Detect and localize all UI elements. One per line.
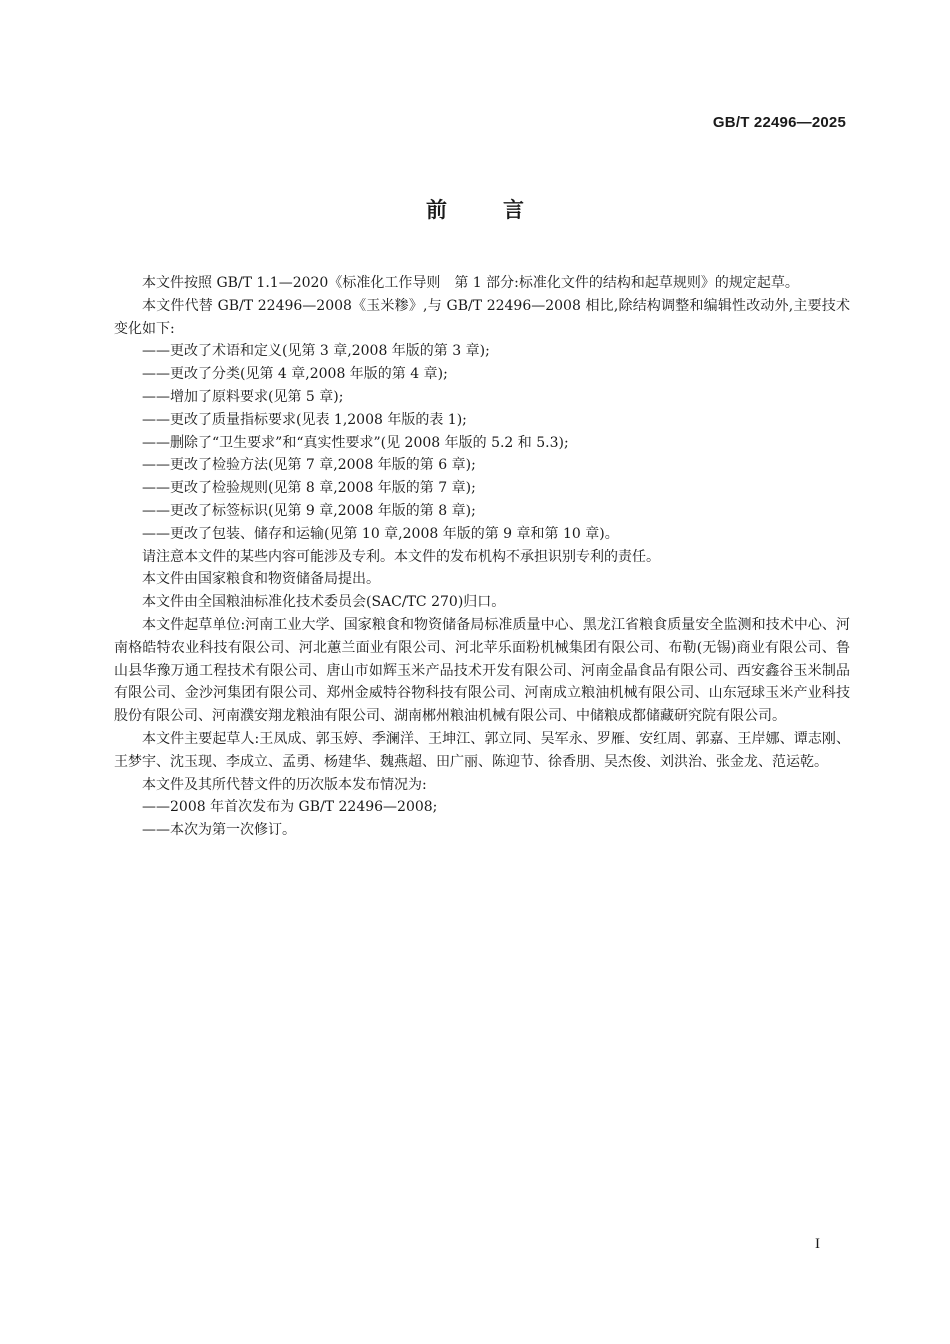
paragraph-proposed-by: 本文件由国家粮食和物资储备局提出。 <box>142 571 380 588</box>
paragraph-release-history: 本文件及其所代替文件的历次版本发布情况为: <box>142 776 427 793</box>
paragraph-drafting-organizations: 本文件起草单位:河南工业大学、国家粮食和物资储备局标准质量中心、黑龙江省粮食质量安全监测和技术中心、河南格皓特农业科技有限公司、河北蕙兰面业有限公司、河北苹乐面粉机械集团有限公司、布勒(无锡)商业有限公司、鲁山县华豫万通工程技术有限公司、唐山市如辉玉米产品技术开发有限公司、河南金晶食品有限公司、西安鑫谷玉米制品有限公司、金沙河集团有限公司、郑州金威特谷物科技有限公司、河南成立粮油机械有限公司、山东冠球玉米产业科技股份有限公司、河南濮安翔龙粮油有限公司、湖南郴州粮油机械有限公司、中储粮成都储藏研究院有限公司。 <box>114 616 850 725</box>
paragraph-main-drafters: 本文件主要起草人:王凤成、郭玉婷、季澜洋、王坤江、郭立同、吴军永、罗雁、安红周、郭嘉、王岸娜、谭志刚、王梦宇、沈玉现、李成立、孟勇、杨建华、魏燕超、田广丽、陈迎节、徐香朋、吴杰俊、刘洪治、张金龙、范运乾。 <box>114 730 850 770</box>
foreword-body <box>114 272 850 842</box>
history-item-first-revision: ——本次为第一次修订。 <box>142 822 296 839</box>
change-item-terms: ——更改了术语和定义(见第 3 章,2008 年版的第 3 章); <box>142 343 490 360</box>
page-number: I <box>815 1236 820 1252</box>
change-item-deleted-requirements: ——删除了“卫生要求”和“真实性要求”(见 2008 年版的 5.2 和 5.3); <box>142 434 569 451</box>
paragraph-drafting-basis: 本文件按照 GB/T 1.1—2020《标准化工作导则 第 1 部分:标准化文件的结构和起草规则》的规定起草。 <box>142 275 799 291</box>
change-item-test-methods: ——更改了检验方法(见第 7 章,2008 年版的第 6 章); <box>142 457 476 474</box>
change-item-packaging: ——更改了包装、储存和运输(见第 10 章,2008 年版的第 9 章和第 10 章)。 <box>142 525 619 542</box>
change-item-raw-material: ——增加了原料要求(见第 5 章); <box>142 388 344 405</box>
change-item-inspection-rules: ——更改了检验规则(见第 8 章,2008 年版的第 7 章); <box>142 480 476 497</box>
change-item-labeling: ——更改了标签标识(见第 9 章,2008 年版的第 8 章); <box>142 502 476 519</box>
history-item-first-release: ——2008 年首次发布为 GB/T 22496—2008; <box>142 799 438 816</box>
change-item-quality-index: ——更改了质量指标要求(见表 1,2008 年版的表 1); <box>142 411 467 428</box>
change-item-classification: ——更改了分类(见第 4 章,2008 年版的第 4 章); <box>142 366 448 383</box>
page-title: 前言 <box>426 198 580 222</box>
paragraph-replacement-note: 本文件代替 GB/T 22496—2008《玉米糁》,与 GB/T 22496—2008 相比,除结构调整和编辑性改动外,主要技术变化如下: <box>114 297 850 337</box>
paragraph-under-jurisdiction: 本文件由全国粮油标准化技术委员会(SAC/TC 270)归口。 <box>142 594 506 611</box>
standard-code-header: GB/T 22496—2025 <box>712 114 846 131</box>
paragraph-patent-notice: 请注意本文件的某些内容可能涉及专利。本文件的发布机构不承担识别专利的责任。 <box>142 548 660 565</box>
